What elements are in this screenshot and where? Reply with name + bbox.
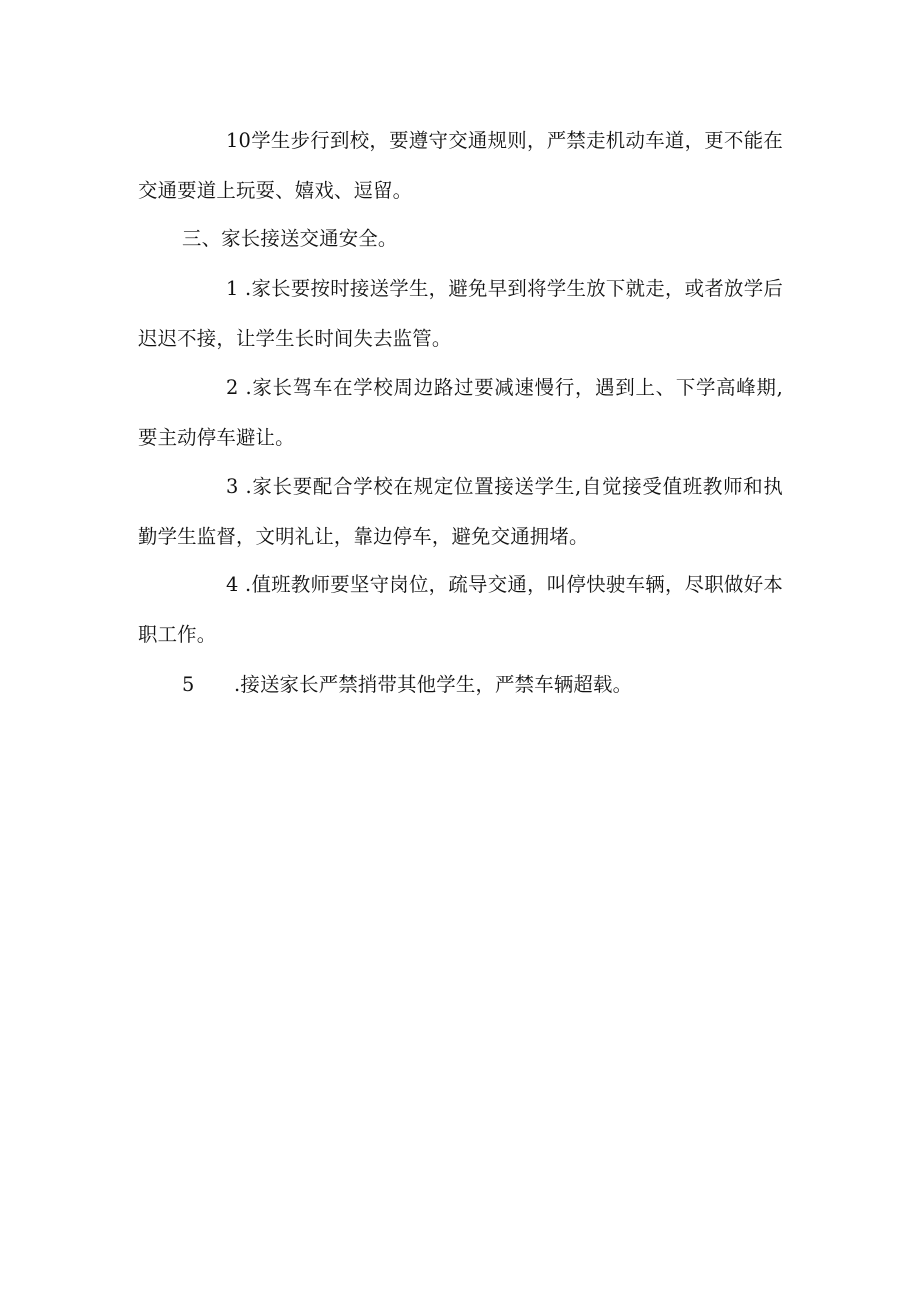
paragraph-text: .值班教师要坚守岗位，疏导交通，叫停快驶车辆，尽职做好本职工作。 xyxy=(138,573,783,646)
paragraph-walking-rule xyxy=(138,116,783,216)
paragraph-text: .家长要按时接送学生，避免早到将学生放下就走，或者放学后迟迟不接，让学生长时间失去监管。 xyxy=(138,277,783,350)
item-number: 3 xyxy=(226,475,239,498)
item-number: 2 xyxy=(226,376,239,399)
item-number: 10 xyxy=(226,129,252,152)
paragraph-text: 学生步行到校，要遵守交通规则，严禁走机动车道，更不能在交通要道上玩耍、嬉戏、逗留。 xyxy=(138,129,783,202)
item-number: 4 xyxy=(226,573,239,596)
item-number: 1 xyxy=(226,277,239,300)
paragraph-item-2 xyxy=(138,363,783,463)
item-number: 5 xyxy=(182,673,195,696)
paragraph-text: .家长驾车在学校周边路过要减速慢行，遇到上、下学高峰期,要主动停车避让。 xyxy=(138,376,783,449)
heading-text: 三、家长接送交通安全。 xyxy=(182,227,398,250)
paragraph-item-4 xyxy=(138,560,783,660)
section-heading-parent-pickup xyxy=(138,214,783,264)
paragraph-text: .家长要配合学校在规定位置接送学生,自觉接受值班教师和执勤学生监督，文明礼让，靠边停车，避免交通拥堵。 xyxy=(138,475,783,548)
paragraph-item-3 xyxy=(138,462,783,562)
paragraph-text: .接送家长严禁捎带其他学生，严禁车辆超载。 xyxy=(234,673,633,696)
paragraph-item-1 xyxy=(138,264,783,364)
paragraph-item-5 xyxy=(138,660,783,710)
